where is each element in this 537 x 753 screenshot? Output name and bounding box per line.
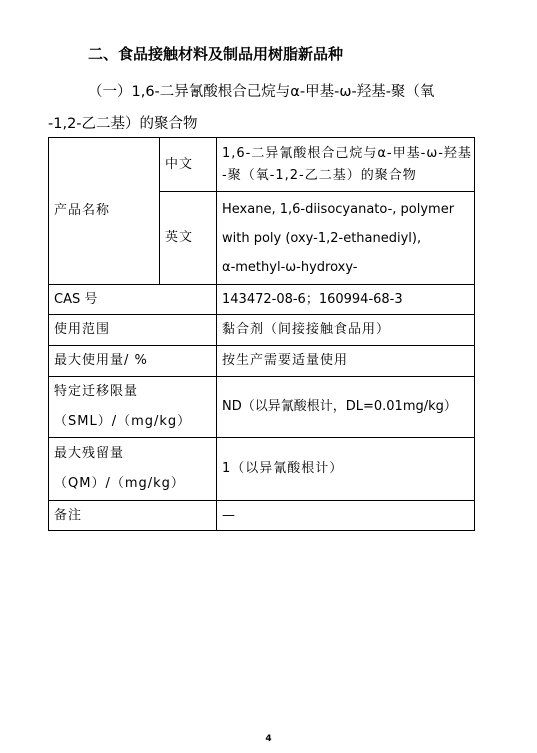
sml-label-line-2: （SML）/（mg/kg） (54, 414, 192, 429)
table-row-qm (49, 438, 475, 501)
subtitle-line-1: （一）1,6-二异氰酸根合己烷与α-甲基-ω-羟基-聚（氧 (88, 84, 435, 100)
max-use-label: 最大使用量/ % (49, 346, 217, 377)
notes-label: 备注 (49, 501, 217, 531)
qm-label-line-2: （QM）/（mg/kg） (54, 476, 185, 491)
table-row-scope (49, 315, 475, 346)
english-value-line-2: with poly (oxy-1,2-ethanediyl), (222, 230, 422, 246)
table-row-max-use (49, 346, 475, 377)
qm-value: 1（以异氰酸根计） (217, 438, 475, 501)
cas-label: CAS 号 (49, 285, 217, 315)
table-row-product-name-cn (49, 138, 475, 192)
chinese-name-value (217, 138, 475, 192)
table-row-sml (49, 377, 475, 438)
scope-label: 使用范围 (49, 315, 217, 346)
section-title: 二、食品接触材料及制品用树脂新品种 (88, 45, 344, 63)
chinese-label: 中文 (160, 138, 217, 192)
chinese-value-line-1: 1,6-二异氰酸根合己烷与α-甲基-ω-羟基 (222, 145, 472, 161)
sml-label (49, 377, 217, 438)
page-number: 4 (265, 734, 272, 744)
product-name-label: 产品名称 (49, 138, 160, 285)
sml-label-line-1: 特定迁移限量 (54, 384, 139, 399)
sml-value: ND（以异氰酸根计，DL=0.01mg/kg） (217, 377, 475, 438)
english-name-value (217, 192, 475, 285)
table-row-notes (49, 501, 475, 531)
spec-table (48, 137, 475, 531)
subtitle-line-2: -1,2-乙二基）的聚合物 (48, 116, 198, 132)
scope-value: 黏合剂（间接接触食品用） (217, 315, 475, 346)
qm-label (49, 438, 217, 501)
table-row-cas (49, 285, 475, 315)
english-value-line-1: Hexane, 1,6-diisocyanato-, polymer (222, 201, 455, 217)
cas-value: 143472-08-6；160994-68-3 (217, 285, 475, 315)
notes-value: — (217, 501, 475, 531)
qm-label-line-1: 最大残留量 (54, 446, 125, 461)
max-use-value: 按生产需要适量使用 (217, 346, 475, 377)
english-label: 英文 (160, 192, 217, 285)
chinese-value-line-2: -聚（氧-1,2-乙二基）的聚合物 (222, 167, 417, 183)
english-value-line-3: α-methyl-ω-hydroxy- (222, 259, 358, 275)
